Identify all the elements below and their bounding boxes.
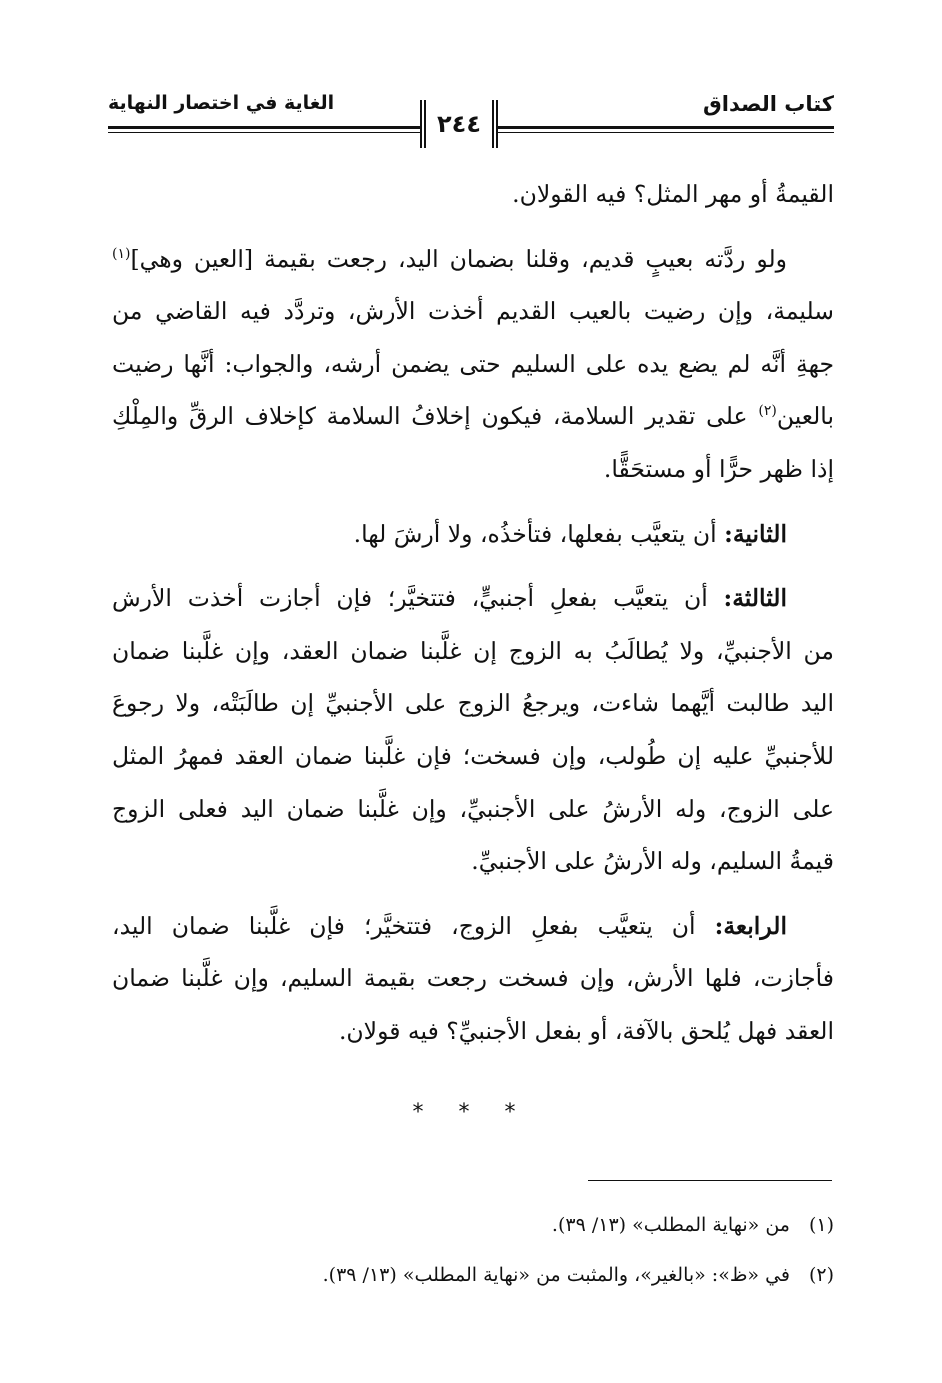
- case-heading: الثانية:: [724, 519, 787, 548]
- text-line: العقد فهل يُلحق بالآفة، أو بفعل الأجنبيِّ؟ فيه قولان.: [338, 1016, 834, 1045]
- text-line: القيمةُ أو مهر المثل؟ فيه القولان.: [512, 180, 834, 208]
- footnote-2: [112, 1250, 834, 1300]
- paragraph-line: [112, 338, 834, 391]
- chapter-title: كتاب الصداق: [703, 92, 834, 116]
- paragraph-line: [112, 390, 834, 443]
- footnote-1: [112, 1200, 834, 1250]
- page-number: ٢٤٤: [437, 110, 481, 138]
- paragraph-line: [112, 443, 834, 496]
- main-text: [112, 168, 834, 1058]
- text-line: فأجازت، فلها الأرش، وإن فسخت رجعت بقيمة السليم، وإن غلَّبنا ضمان: [112, 964, 834, 993]
- paragraph-line: [112, 900, 834, 953]
- case-heading: الثالثة:: [723, 584, 787, 613]
- paragraph-line: [112, 730, 834, 783]
- text-line: أن يتعيَّب بفعلها، فتأخذُه، ولا أرشَ لها.: [353, 519, 725, 548]
- footnote-number: (١): [808, 1214, 834, 1236]
- text-line: ولو ردَّته بعيبٍ قديم، وقلنا بضمان اليد، رجعت بقيمة [العين وهي]: [130, 244, 787, 273]
- text-line: على تقدير السلامة، فيكون إخلافُ السلامة كإخلاف الرقِّ والمِلْكِ: [112, 402, 759, 431]
- text-line: أن يتعيَّب بفعلِ أجنبيٍّ، فتتخيَّر؛ فإن أجازت أخذت الأرش: [112, 584, 724, 613]
- text-line: أن يتعيَّب بفعلِ الزوج، فتتخيَّر؛ فإن غلَّبنا ضمان اليد،: [112, 911, 715, 940]
- text-line: سليمة، وإن رضيت بالعيب القديم أخذت الأرش، وتردَّد فيه القاضي من: [112, 297, 834, 326]
- text-line: للأجنبيِّ عليه إن طُولب، وإن فسخت؛ فإن غلَّبنا ضمان العقد فمهرُ المثل: [112, 741, 834, 770]
- paragraph-line: [112, 508, 834, 561]
- paragraph-continuation: [112, 168, 834, 221]
- text-line: اليد طالبت أيَّهما شاءت، ويرجعُ الزوج على الأجنبيِّ إن طالَبَتْه، ولا رجوعَ: [112, 689, 834, 718]
- text-line: على الزوج، وله الأرشُ على الأجنبيِّ، وإن غلَّبنا ضمان اليد فعلى الزوج: [112, 794, 834, 823]
- case-heading: الرابعة:: [714, 911, 787, 940]
- paragraph-line: [112, 783, 834, 836]
- text-line: جهةِ أنَّه لم يضع يده على السليم حتى يضمن أرشه، والجواب: أنَّها رضيت: [112, 349, 834, 378]
- paragraph-line: [112, 952, 834, 1005]
- text-line: قيمةُ السليم، وله الأرشُ على الأجنبيِّ.: [471, 847, 834, 876]
- section-separator: * * *: [412, 1100, 530, 1125]
- paragraph-line: [112, 625, 834, 678]
- footnotes: [112, 1200, 834, 1300]
- paragraph-line: [112, 233, 834, 286]
- paragraph-line: [112, 285, 834, 338]
- paragraph-line: [112, 677, 834, 730]
- footnote-ref-1[interactable]: (١): [112, 245, 131, 262]
- page-header: [108, 92, 834, 152]
- footnote-text: في «ظ»: «بالغير»، والمثبت من «نهاية المطلب» (١٣/ ٣٩).: [322, 1264, 790, 1286]
- paragraph-line: [112, 835, 834, 888]
- footnote-ref-2[interactable]: (٢): [758, 403, 777, 420]
- text-line: إذا ظهر حرًّا أو مستحَقًّا.: [603, 454, 834, 483]
- footnote-rule: [588, 1180, 832, 1181]
- book-title: الغاية في اختصار النهاية: [108, 92, 335, 114]
- text-line: بالعين: [776, 402, 834, 431]
- paragraph-line: [112, 572, 834, 625]
- page-number-frame: [420, 100, 498, 148]
- footnote-text: من «نهاية المطلب» (١٣/ ٣٩).: [551, 1214, 790, 1236]
- text-line: من الأجنبيِّ، ولا يُطالَبُ به الزوج إن غلَّبنا ضمان العقد، وإن غلَّبنا ضمان: [112, 636, 834, 665]
- footnote-number: (٢): [808, 1264, 834, 1286]
- paragraph-line: [112, 1005, 834, 1058]
